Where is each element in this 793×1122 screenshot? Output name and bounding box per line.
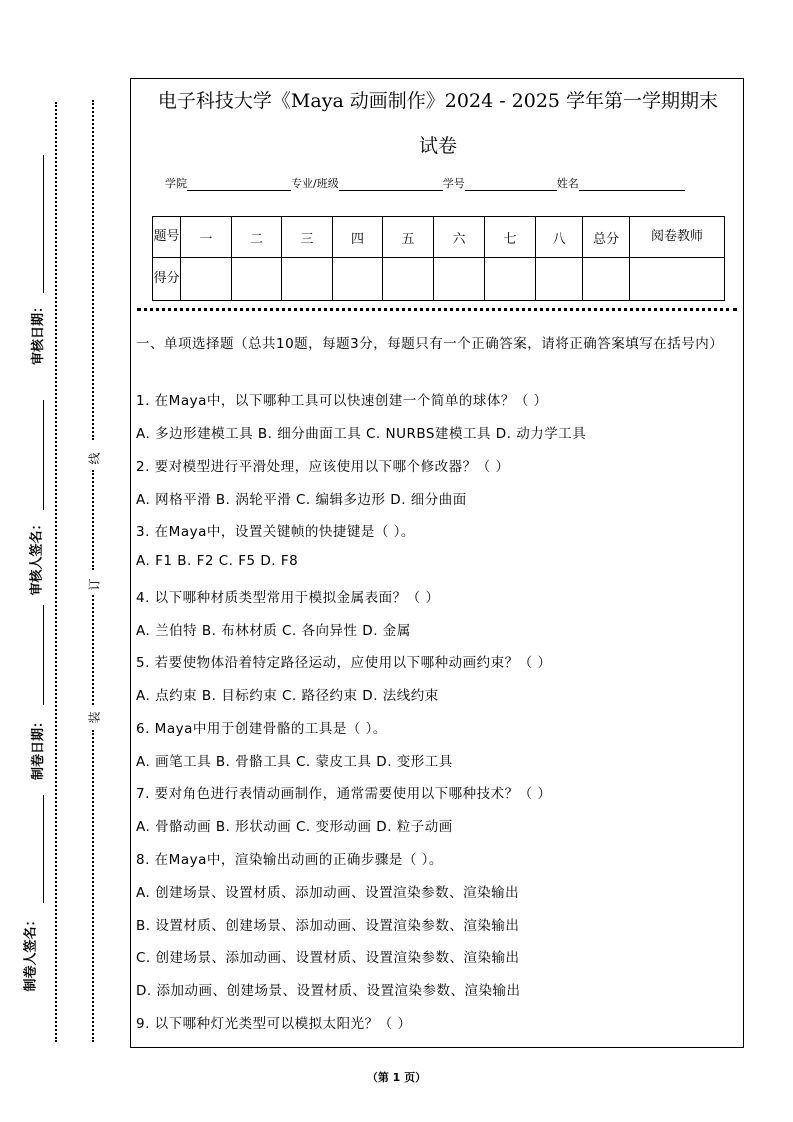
total-score-cell[interactable] [583,258,630,301]
question-line: 4. 以下哪种材质类型常用于模拟金属表面？（ ） [136,590,440,606]
score-table [152,216,725,301]
col-header: 五 [383,217,434,258]
question-line: 1. 在Maya中，以下哪种工具可以快速创建一个简单的球体？（ ） [136,393,548,409]
bind-dotted-line-top [92,100,94,440]
score-table-score-row [153,258,725,301]
section-heading: 一、单项选择题（总共10题，每题3分，每题只有一个正确答案，请将正确答案填写在括号内） [136,336,724,352]
major-field[interactable] [339,178,443,191]
bind-dotted-line-mid2 [92,595,94,705]
options-line: C. 创建场景、添加动画、设置材质、设置渲染参数、渲染输出 [136,950,520,966]
options-line: A. 网格平滑 B. 涡轮平滑 C. 编辑多边形 D. 细分曲面 [136,492,467,508]
question-line: 6. Maya中用于创建骨骼的工具是（ ）。 [136,721,387,737]
review-date-label: 审核日期： [31,299,47,366]
maker-sign-line [43,795,44,903]
col-header: 二 [232,217,282,258]
make-date-line [43,605,44,705]
score-cell[interactable] [333,258,383,301]
score-cell[interactable] [181,258,232,301]
question-line: 3. 在Maya中，设置关键帧的快捷键是（ ）。 [136,524,415,540]
options-line: A. F1 B. F2 C. F5 D. F8 [136,553,299,569]
options-line: B. 设置材质、创建场景、添加动画、设置渲染参数、渲染输出 [136,918,520,934]
college-field[interactable] [187,178,291,191]
bind-char-fold: 装 [87,711,102,724]
options-line: A. 创建场景、设置材质、添加动画、设置渲染参数、渲染输出 [136,885,520,901]
score-cell[interactable] [434,258,485,301]
maker-sign-label: 制卷人签名： [23,913,39,992]
score-cell[interactable] [383,258,434,301]
exam-title: 电子科技大学《Maya 动画制作》2024 - 2025 学年第一学期期末 [157,90,719,112]
page-number: （第 1 页） [366,1071,427,1084]
question-line: 2. 要对模型进行平滑处理，应该使用以下哪个修改器？（ ） [136,459,510,475]
bind-char-line: 线 [87,452,102,465]
col-header: 七 [485,217,536,258]
score-table-header-row [153,217,725,258]
col-header: 六 [434,217,485,258]
college-label: 学院 [165,177,187,190]
student-id-field[interactable] [465,178,557,191]
options-line: A. 骨骼动画 B. 形状动画 C. 变形动画 D. 粒子动画 [136,819,453,835]
dotted-separator [137,308,737,311]
exam-title-cont: 试卷 [418,135,457,157]
score-cell[interactable] [282,258,333,301]
question-no-header: 题号 [153,217,181,258]
id-label: 学号 [442,177,465,190]
col-header: 三 [282,217,333,258]
options-line: A. 点约束 B. 目标约束 C. 路径约束 D. 法线约束 [136,688,439,704]
reviewer-sign-label: 审核人签名： [29,517,45,596]
bind-dotted-line-mid [92,470,94,570]
options-line: A. 画笔工具 B. 骨骼工具 C. 蒙皮工具 D. 变形工具 [136,754,453,770]
review-date-line [43,155,44,293]
name-field[interactable] [579,178,685,191]
bind-dotted-line-bottom [92,730,94,1042]
score-cell[interactable] [536,258,583,301]
question-line: 7. 要对角色进行表情动画制作，通常需要使用以下哪种技术？（ ） [136,786,552,802]
col-header: 一 [181,217,232,258]
student-info-row [165,175,685,191]
bind-char-staple: 订 [87,578,102,591]
options-line: D. 添加动画、创建场景、设置材质、设置渲染参数、渲染输出 [136,983,521,999]
options-line: A. 多边形建模工具 B. 细分曲面工具 C. NURBS建模工具 D. 动力学工具 [136,426,587,442]
col-header: 八 [536,217,583,258]
question-line: 9. 以下哪种灯光类型可以模拟太阳光？（ ） [136,1016,412,1032]
question-line: 5. 若要使物体沿着特定路径运动，应使用以下哪种动画约束？（ ） [136,655,552,671]
question-line: 8. 在Maya中，渲染输出动画的正确步骤是（ ）。 [136,852,443,868]
make-date-label: 制卷日期： [31,714,47,781]
score-cell[interactable] [485,258,536,301]
score-row-label: 得分 [153,258,181,301]
exam-frame [130,78,744,1048]
total-header: 总分 [583,217,630,258]
col-header: 四 [333,217,383,258]
grader-cell[interactable] [630,258,725,301]
major-label: 专业/班级 [291,177,339,190]
options-line: A. 兰伯特 B. 布林材质 C. 各向异性 D. 金属 [136,623,411,639]
score-cell[interactable] [232,258,282,301]
reviewer-sign-line [43,400,44,510]
name-label: 姓名 [556,177,579,190]
grader-header: 阅卷教师 [630,217,725,258]
outer-dotted-line [55,102,57,1042]
